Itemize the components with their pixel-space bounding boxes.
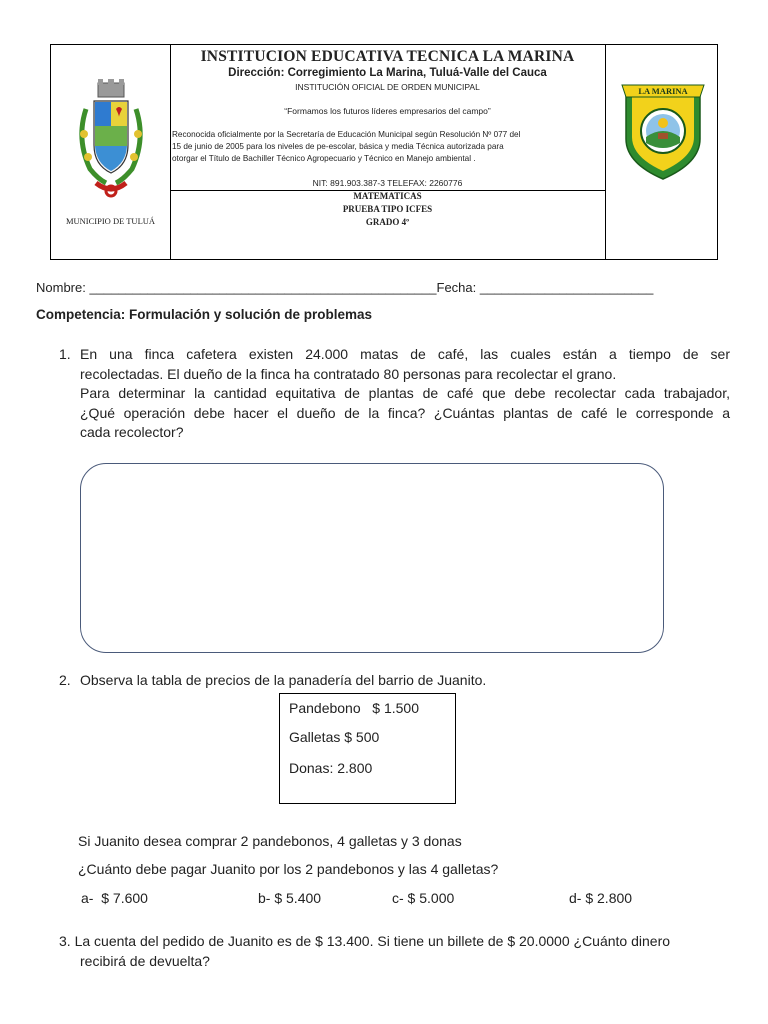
municipality-logo-cell <box>51 45 171 259</box>
q2-question: ¿Cuánto debe pagar Juanito por los 2 pandebonos y las 4 galletas? <box>78 861 499 877</box>
name-field[interactable] <box>106 286 480 298</box>
recognition-line: Reconocida oficialmente por la Secretaría de Educación Municipal según Resolución Nº 077 del <box>172 130 521 139</box>
institution-type: INSTITUCIÓN OFICIAL DE ORDEN MUNICIPAL <box>295 82 480 92</box>
subject-label: MATEMATICAS <box>353 191 422 201</box>
q1-number: 1. <box>59 346 71 362</box>
q1-line: Para determinar la cantidad equitativa de plantas de café que debe recolectar cada trabajador, <box>80 385 730 401</box>
q3-line: recibirá de devuelta? <box>80 953 210 969</box>
q1-line: recolectadas. El dueño de la finca ha contratado 80 personas para recolectar el grano. <box>80 365 617 382</box>
q3-line: 3. La cuenta del pedido de Juanito es de $ 13.400. Si tiene un billete de $ 20.0000 ¿Cuánto dinero <box>59 933 671 949</box>
recognition-line: otorgar el Título de Bachiller Técnico Agropecuario y Técnico en Manejo ambiental . <box>172 154 476 163</box>
q1-line: En una finca cafetera existen 24.000 matas de café, las cuales están a tiempo de ser <box>80 346 730 362</box>
tulua-coat-of-arms-icon <box>76 79 146 209</box>
institution-info <box>170 45 605 259</box>
q2-option-b[interactable]: b- $ 5.400 <box>258 890 322 906</box>
school-logo-text: LA MARINA <box>638 86 688 96</box>
name-date-line: Nombre: ________________________________________________Fecha: ________________________ <box>36 280 654 295</box>
test-label: PRUEBA TIPO ICFES <box>342 204 433 214</box>
q1-line: cada recolector? <box>80 424 184 440</box>
competencia-heading: Competencia: Formulación y solución de problemas <box>36 307 373 322</box>
la-marina-shield-icon <box>620 81 706 181</box>
q2-option-a[interactable]: a- $ 7.600 <box>81 890 148 906</box>
q2-number: 2. <box>59 672 71 688</box>
date-field[interactable] <box>532 286 724 298</box>
price-item: Galletas $ 500 <box>289 729 380 745</box>
institution-motto: “Formamos los futuros líderes empresarios del campo” <box>284 106 491 116</box>
grade-label: GRADO 4º <box>365 217 410 227</box>
institution-title: INSTITUCION EDUCATIVA TECNICA LA MARINA <box>200 48 575 65</box>
recognition-line: 15 de junio de 2005 para los niveles de pe-escolar, básica y media Técnica autorizada para <box>172 142 504 151</box>
q2-option-d[interactable]: d- $ 2.800 <box>569 890 633 906</box>
municipality-label: MUNICIPIO DE TULUÁ <box>65 216 156 226</box>
q1-answer-box[interactable] <box>80 463 664 653</box>
institution-nit: NIT: 891.903.387-3 TELEFAX: 2260776 <box>312 178 463 188</box>
school-logo-cell <box>605 45 718 259</box>
institution-recognition <box>172 129 602 165</box>
q2-scenario: Si Juanito desea comprar 2 pandebonos, 4 galletas y 3 donas <box>78 833 462 849</box>
price-item: Donas: 2.800 <box>289 760 373 776</box>
q1-line: ¿Qué operación debe hacer el dueño de la finca? ¿Cuántas plantas de café le corresponde a <box>80 404 730 421</box>
q2-text: Observa la tabla de precios de la panadería del barrio de Juanito. <box>80 672 487 688</box>
price-table <box>279 693 456 804</box>
document-header <box>50 44 718 260</box>
price-item: Pandebono $ 1.500 <box>289 700 420 716</box>
q2-option-c[interactable]: c- $ 5.000 <box>392 890 455 906</box>
institution-address: Dirección: Corregimiento La Marina, Tuluá-Valle del Cauca <box>228 67 547 79</box>
q1-text <box>80 345 730 443</box>
